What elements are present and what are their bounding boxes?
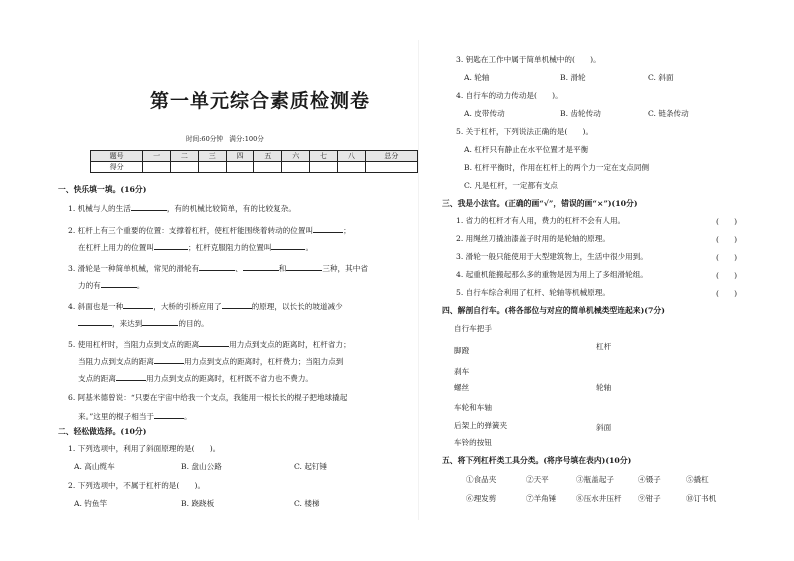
s1-q5-line2 (78, 355, 343, 367)
fill-blank[interactable] (131, 202, 167, 211)
full-score: 满分:100分 (229, 135, 264, 143)
answer-paren[interactable]: ( ) (716, 217, 738, 226)
s2-q3: 3. 钥匙在工作中属于简单机械中的( )。 (456, 55, 601, 64)
score-cell[interactable] (365, 162, 417, 173)
tool-item: ⑧压水井压杆 (576, 494, 622, 503)
score-cell[interactable] (198, 162, 226, 173)
score-header-cell: 三 (198, 151, 226, 162)
score-header-cell: 五 (254, 151, 282, 162)
score-header-cell: 总分 (365, 151, 417, 162)
tool-item: ⑦羊角锤 (526, 494, 557, 503)
s1-q3-text3: 和 (278, 264, 287, 273)
fill-blank[interactable] (286, 262, 322, 271)
s2-q1-option-b[interactable]: B. 盘山公路 (181, 462, 222, 471)
score-header-cell: 八 (337, 151, 365, 162)
s3-item-1: 1. 省力的杠杆才有人用，费力的杠杆不会有人用。 (456, 216, 626, 225)
s2-q1: 1. 下列选项中，利用了斜面原理的是( )。 (68, 444, 221, 453)
page-fold (418, 40, 419, 520)
score-header-cell: 七 (310, 151, 338, 162)
s1-q5-text4: 用力点到支点的距离时，杠杆费力；当阻力点到 (183, 357, 344, 366)
s1-q4-text2: ，大桥的引桥应用了 (153, 302, 222, 311)
score-table-header (91, 151, 418, 162)
bike-part-screw[interactable]: 螺丝 (454, 383, 470, 392)
fill-blank[interactable] (142, 317, 178, 326)
fill-blank[interactable] (243, 262, 279, 271)
tool-item: ⑩订书机 (686, 494, 717, 503)
s2-q2: 2. 下列选项中，不属于杠杆的是( )。 (68, 481, 206, 490)
s1-q6-text2: 来。”这里的棍子相当于 (78, 412, 155, 421)
s1-q4-line1 (68, 300, 343, 312)
s1-q2-text: 2. 杠杆上有三个重要的位置：支撑着杠杆，使杠杆能围绕着转动的位置叫 (68, 226, 314, 235)
s1-q6-text: 6. 阿基米德曾说：“只要在宇宙中给我一个支点，我能用一根长长的棍子把地球撬起 (68, 393, 348, 402)
score-header-cell: 题号 (91, 151, 143, 162)
s2-q3-option-c[interactable]: C. 斜面 (648, 73, 674, 82)
s1-q2-text5: 。 (305, 243, 314, 252)
s2-q1-option-c[interactable]: C. 起钉锤 (294, 462, 328, 471)
s1-q3-text2: 、 (235, 264, 243, 273)
s1-q4-text4: ，来达到 (112, 319, 143, 328)
fill-blank[interactable] (154, 241, 188, 250)
score-cell[interactable] (337, 162, 365, 173)
s1-q2-text2: ； (343, 226, 351, 235)
s2-q4-option-c[interactable]: C. 链条传动 (648, 109, 689, 118)
fill-blank[interactable] (116, 372, 146, 381)
time-limit: 时间:60分钟 (186, 135, 223, 143)
s1-q6-text3: 。 (184, 412, 192, 421)
s3-item-2: 2. 用绳丝刀撬油漆盖子时用的是轮轴的原理。 (456, 234, 610, 243)
answer-paren[interactable]: ( ) (716, 289, 738, 298)
s1-q2-line1 (68, 224, 351, 236)
section5-heading: 五、将下列杠杆类工具分类。(将序号填在表内)(10分) (442, 456, 632, 465)
exam-meta (186, 133, 264, 143)
s2-q2-option-a[interactable]: A. 钓鱼竿 (74, 499, 108, 508)
fill-blank[interactable] (222, 300, 252, 309)
fill-blank[interactable] (199, 262, 235, 271)
score-header-cell: 六 (282, 151, 310, 162)
s3-item-5: 5. 自行车综合利用了杠杆、轮轴等机械原理。 (456, 288, 610, 297)
right-column (436, 0, 776, 561)
tool-item: ①食品夹 (466, 475, 497, 484)
fill-blank[interactable] (313, 224, 343, 233)
s1-q5-text5: 支点的距离 (78, 374, 116, 383)
score-row-label: 得分 (91, 162, 143, 173)
tool-item: ⑨钳子 (638, 494, 661, 503)
s1-q1-text2: ，有的机械比较简单，有的比较复杂。 (166, 204, 296, 213)
s1-q3-text: 3. 滑轮是一种简单机械，常见的滑轮有 (68, 264, 200, 273)
score-cell[interactable] (254, 162, 282, 173)
bike-part-wheel-axle[interactable]: 车轮和车轴 (454, 403, 492, 412)
machine-type-incline[interactable]: 斜面 (596, 423, 612, 432)
s1-q4-line2 (78, 317, 209, 329)
tool-item: ②天平 (526, 475, 549, 484)
s2-q1-option-a[interactable]: A. 高山缆车 (74, 462, 115, 471)
s1-q4-text3: 的原理，以长长的坡道减少 (251, 302, 343, 311)
s1-q1 (68, 202, 296, 214)
bike-part-bell-button[interactable]: 车铃的按钮 (454, 438, 492, 447)
s1-q2-text3: 在杠杆上用力的位置叫 (78, 243, 154, 252)
bike-part-brake[interactable]: 刹车 (454, 367, 470, 376)
tool-item: ④镊子 (638, 475, 661, 484)
s2-q4-option-a[interactable]: A. 皮带传动 (464, 109, 505, 118)
answer-paren[interactable]: ( ) (716, 271, 738, 280)
s1-q6-line1 (68, 393, 347, 403)
s2-q3-option-b[interactable]: B. 滑轮 (560, 73, 586, 82)
score-cell[interactable] (143, 162, 171, 173)
score-table (90, 150, 418, 173)
page-title: 第一单元综合素质检测卷 (150, 90, 371, 112)
fill-blank[interactable] (199, 338, 229, 347)
s1-q2-line2 (78, 241, 313, 253)
score-header-cell: 一 (143, 151, 171, 162)
s2-q5-option-a[interactable]: A. 杠杆只有静止在水平位置才是平衡 (464, 145, 589, 154)
s1-q3-text6: 。 (136, 281, 145, 290)
s1-q5-text: 5. 使用杠杆时，当阻力点到支点的距离 (68, 340, 200, 349)
left-column (56, 0, 400, 561)
score-cell[interactable] (282, 162, 310, 173)
s1-q3-line1 (68, 262, 368, 274)
s2-q2-option-b[interactable]: B. 跷跷板 (181, 499, 215, 508)
tool-item: ⑤撬杠 (686, 475, 709, 484)
s1-q3-text4: 三种，其中省 (322, 264, 368, 273)
fill-blank[interactable] (154, 355, 184, 364)
s2-q5: 5. 关于杠杆，下列说法正确的是( )。 (456, 127, 594, 136)
s1-q2-text4: ；杠杆克服阻力的位置叫 (187, 243, 272, 252)
s2-q2-option-c[interactable]: C. 楼梯 (294, 499, 320, 508)
s2-q4: 4. 自行车的动力传动是( )。 (456, 91, 563, 100)
machine-type-lever[interactable]: 杠杆 (596, 342, 612, 351)
s1-q3-line2 (78, 279, 144, 291)
fill-blank[interactable] (154, 410, 184, 419)
s2-q5-option-b[interactable]: B. 杠杆平衡时，作用在杠杆上的两个力一定在支点同侧 (464, 163, 650, 172)
s3-item-3: 3. 滑轮一般只能使用于大型建筑物上，生活中很少用到。 (456, 252, 648, 261)
s1-q3-text5: 力的有 (78, 281, 101, 290)
section2-heading: 二、轻松做选择。(10分) (58, 427, 147, 436)
score-table-row (91, 162, 418, 173)
score-cell[interactable] (310, 162, 338, 173)
s1-q5-line1 (68, 338, 351, 350)
s1-q4-text5: 的目的。 (178, 319, 209, 328)
s1-q5-text3: 当阻力点到支点的距离 (78, 357, 154, 366)
section4-heading: 四、解剖自行车。(将各部位与对应的简单机械类型连起来)(7分) (442, 306, 665, 315)
tool-item: ⑥理发剪 (466, 494, 497, 503)
s1-q4-text: 4. 斜面也是一种 (68, 302, 124, 311)
s2-q4-option-b[interactable]: B. 齿轮传动 (560, 109, 601, 118)
bike-part-pedal[interactable]: 脚蹬 (454, 346, 470, 355)
fill-blank[interactable] (123, 300, 153, 309)
s2-q5-option-c[interactable]: C. 凡是杠杆，一定都有支点 (464, 181, 558, 190)
score-header-cell: 四 (226, 151, 254, 162)
score-cell[interactable] (171, 162, 199, 173)
fill-blank[interactable] (78, 317, 112, 326)
section3-heading: 三、我是小法官。(正确的画“√”，错误的画“×”)(10分) (442, 199, 638, 208)
s1-q1-text: 1. 机械与人的生活 (68, 204, 131, 213)
score-header-cell: 二 (171, 151, 199, 162)
s1-q5-text2: 用力点到支点的距离时，杠杆省力； (229, 340, 351, 349)
fill-blank[interactable] (101, 279, 137, 288)
bike-part-handlebar[interactable]: 自行车把手 (454, 324, 492, 333)
answer-paren[interactable]: ( ) (716, 235, 738, 244)
machine-type-wheel-axle[interactable]: 轮轴 (596, 383, 612, 392)
s1-q6-line2 (78, 410, 192, 422)
s3-item-4: 4. 起重机能搬起那么多的重物是因为用上了多组滑轮组。 (456, 270, 648, 279)
answer-paren[interactable]: ( ) (716, 253, 738, 262)
s1-q5-line3 (78, 372, 313, 384)
section1-heading: 一、快乐填一填。(16分) (58, 185, 147, 194)
s1-q5-text6: 用力点到支点的距离时，杠杆既不省力也不费力。 (145, 374, 314, 383)
score-cell[interactable] (226, 162, 254, 173)
fill-blank[interactable] (271, 241, 305, 250)
bike-part-rack-clip[interactable]: 后架上的弹簧夹 (454, 421, 508, 430)
tool-item: ③瓶盖起子 (576, 475, 614, 484)
s2-q3-option-a[interactable]: A. 轮轴 (464, 73, 490, 82)
